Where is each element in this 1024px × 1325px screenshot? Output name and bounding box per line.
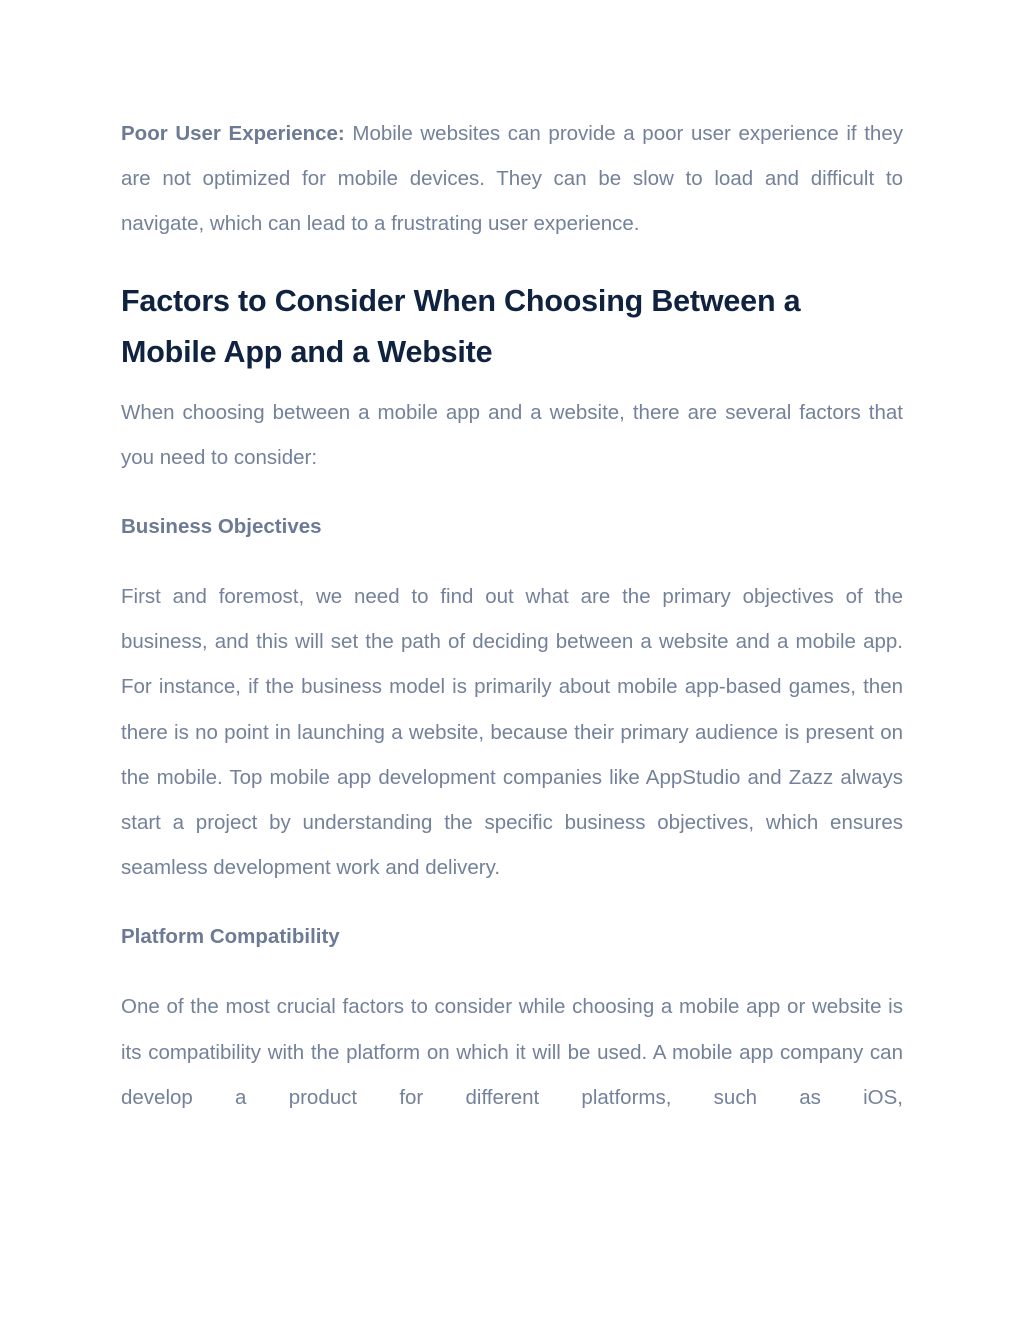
factors-intro-paragraph: When choosing between a mobile app and a website, there are several factors that you need to consider: bbox=[121, 400, 903, 469]
section-heading: Factors to Consider When Choosing Between a Mobile App and a Website bbox=[121, 283, 801, 369]
document-page bbox=[121, 111, 903, 1120]
business-objectives-paragraph: First and foremost, we need to find out what are the primary objectives of the business, and this will set the path of deciding between a website and a mobile app. For instance, if the business model is primarily about mobile app-based games, then there is no point in launching a website, because their primary audience is present on the mobile. Top mobile app development companies like AppStudio and Zazz always start a project by understanding the specific business objectives, which ensures seamless development work and delivery. bbox=[121, 585, 903, 880]
poor-user-experience-text: Mobile websites can provide a poor user experience if they are not optimized for mobile devices. They can be slow to load and difficult to navigate, which can lead to a frustrating user experience. bbox=[121, 122, 903, 236]
platform-compatibility-heading: Platform Compatibility bbox=[121, 925, 340, 949]
poor-user-experience-label: Poor User Experience: bbox=[121, 122, 345, 145]
business-objectives-heading: Business Objectives bbox=[121, 515, 322, 539]
platform-compatibility-paragraph: One of the most crucial factors to consider while choosing a mobile app or website is its compatibility with the platform on which it will be used. A mobile app company can develop a product for different platforms, such as iOS, bbox=[121, 995, 903, 1109]
poor-user-experience-paragraph bbox=[121, 111, 903, 247]
